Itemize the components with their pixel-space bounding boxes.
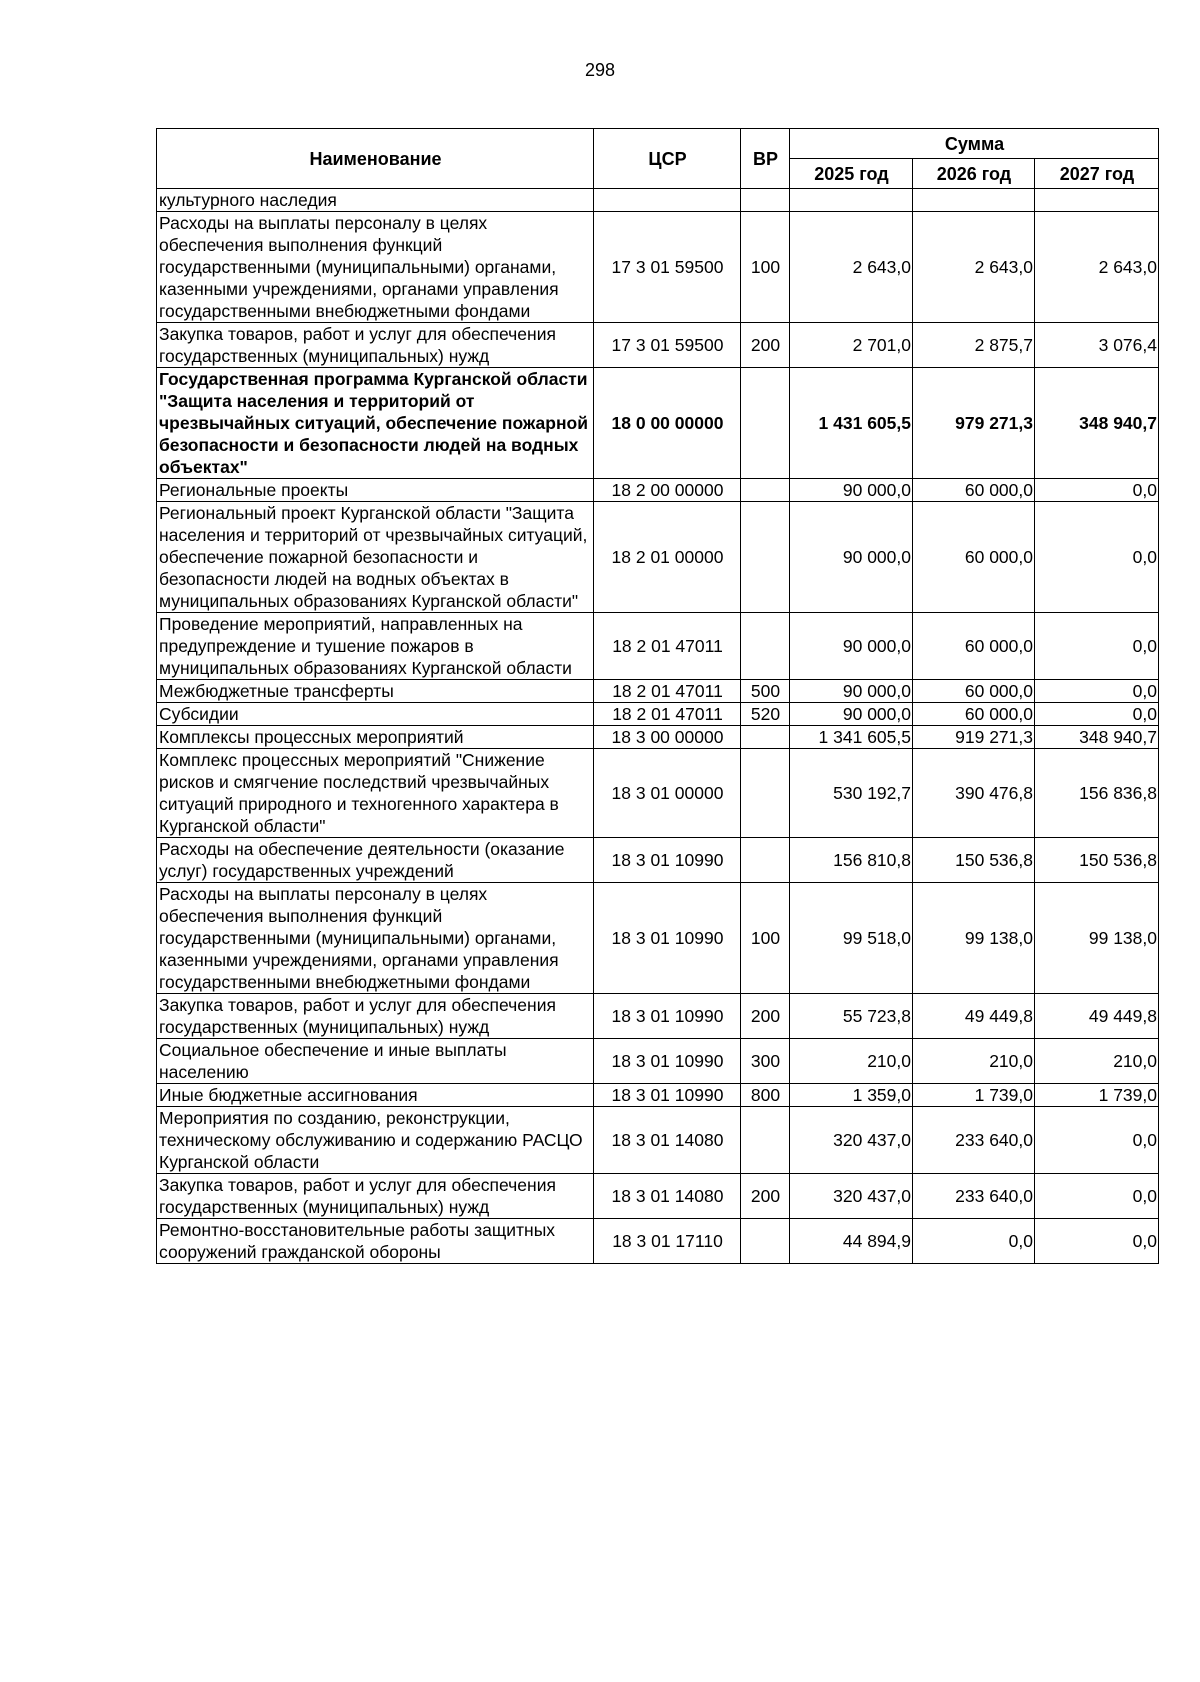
row-2027-cell: 348 940,7 <box>1035 368 1159 479</box>
row-2026-cell: 2 643,0 <box>913 212 1035 323</box>
table-row <box>157 703 1159 726</box>
row-2027-cell: 0,0 <box>1035 613 1159 680</box>
row-2026-cell <box>913 189 1035 212</box>
row-vr-cell <box>741 749 790 838</box>
row-vr-cell <box>741 726 790 749</box>
table-row <box>157 479 1159 502</box>
row-2026-cell: 150 536,8 <box>913 838 1035 883</box>
row-name-cell: Иные бюджетные ассигнования <box>157 1084 594 1107</box>
row-name-cell: Расходы на выплаты персоналу в целях обеспечения выполнения функций государственными (муниципальными) органами, казенными учреждениями, органами управления государственными внебюджетными фондами <box>157 212 594 323</box>
row-csr-cell: 18 3 01 10990 <box>594 1039 741 1084</box>
row-2026-cell: 99 138,0 <box>913 883 1035 994</box>
row-vr-cell: 100 <box>741 212 790 323</box>
row-2026-cell: 210,0 <box>913 1039 1035 1084</box>
row-name-cell: Мероприятия по созданию, реконструкции, техническому обслуживанию и содержанию РАСЦО Курганской области <box>157 1107 594 1174</box>
row-csr-cell: 18 3 01 10990 <box>594 994 741 1039</box>
row-csr-cell: 17 3 01 59500 <box>594 323 741 368</box>
row-csr-cell: 18 3 01 14080 <box>594 1107 741 1174</box>
row-2027-cell: 0,0 <box>1035 1107 1159 1174</box>
header-2025: 2025 год <box>790 159 913 189</box>
table-row <box>157 212 1159 323</box>
row-2026-cell: 60 000,0 <box>913 703 1035 726</box>
header-name: Наименование <box>157 129 594 189</box>
row-vr-cell: 520 <box>741 703 790 726</box>
row-name-cell: Комплекс процессных мероприятий "Снижение рисков и смягчение последствий чрезвычайных ситуаций природного и техногенного характера в Курганской области" <box>157 749 594 838</box>
row-name-cell: Межбюджетные трансферты <box>157 680 594 703</box>
row-2025-cell: 44 894,9 <box>790 1219 913 1264</box>
row-name-cell: Расходы на выплаты персоналу в целях обеспечения выполнения функций государственными (муниципальными) органами, казенными учреждениями, органами управления государственными внебюджетными фондами <box>157 883 594 994</box>
row-csr-cell: 18 2 01 00000 <box>594 502 741 613</box>
row-2026-cell: 979 271,3 <box>913 368 1035 479</box>
row-name-cell: Субсидии <box>157 703 594 726</box>
table-row <box>157 189 1159 212</box>
row-2027-cell: 0,0 <box>1035 502 1159 613</box>
row-2025-cell: 320 437,0 <box>790 1107 913 1174</box>
row-2027-cell: 99 138,0 <box>1035 883 1159 994</box>
row-csr-cell: 18 3 01 10990 <box>594 838 741 883</box>
row-2025-cell: 90 000,0 <box>790 502 913 613</box>
row-2027-cell: 3 076,4 <box>1035 323 1159 368</box>
row-name-cell: Расходы на обеспечение деятельности (оказание услуг) государственных учреждений <box>157 838 594 883</box>
row-2025-cell: 2 643,0 <box>790 212 913 323</box>
row-vr-cell: 200 <box>741 1174 790 1219</box>
row-2026-cell: 60 000,0 <box>913 502 1035 613</box>
row-name-cell: Закупка товаров, работ и услуг для обеспечения государственных (муниципальных) нужд <box>157 994 594 1039</box>
row-2027-cell: 0,0 <box>1035 680 1159 703</box>
row-name-cell: Закупка товаров, работ и услуг для обеспечения государственных (муниципальных) нужд <box>157 323 594 368</box>
row-vr-cell <box>741 368 790 479</box>
table-header <box>157 129 1159 189</box>
row-name-cell: Проведение мероприятий, направленных на предупреждение и тушение пожаров в муниципальных образованиях Курганской области <box>157 613 594 680</box>
row-csr-cell: 18 3 01 00000 <box>594 749 741 838</box>
table-row <box>157 613 1159 680</box>
row-name-cell: Региональный проект Курганской области "Защита населения и территорий от чрезвычайных ситуаций, обеспечение пожарной безопасности и безопасности людей на водных объектах в муниципальных образованиях Курганской области" <box>157 502 594 613</box>
row-2027-cell: 348 940,7 <box>1035 726 1159 749</box>
row-2026-cell: 49 449,8 <box>913 994 1035 1039</box>
row-csr-cell: 18 3 00 00000 <box>594 726 741 749</box>
row-2025-cell: 90 000,0 <box>790 680 913 703</box>
table-row <box>157 680 1159 703</box>
header-csr: ЦСР <box>594 129 741 189</box>
row-2027-cell: 0,0 <box>1035 479 1159 502</box>
row-2025-cell: 210,0 <box>790 1039 913 1084</box>
row-2027-cell: 0,0 <box>1035 1174 1159 1219</box>
row-2025-cell <box>790 189 913 212</box>
row-2027-cell: 150 536,8 <box>1035 838 1159 883</box>
row-2025-cell: 320 437,0 <box>790 1174 913 1219</box>
row-2025-cell: 1 341 605,5 <box>790 726 913 749</box>
row-csr-cell: 18 3 01 17110 <box>594 1219 741 1264</box>
table-row <box>157 1084 1159 1107</box>
row-2026-cell: 233 640,0 <box>913 1107 1035 1174</box>
row-vr-cell <box>741 1219 790 1264</box>
row-2026-cell: 390 476,8 <box>913 749 1035 838</box>
row-name-cell: Государственная программа Курганской области "Защита населения и территорий от чрезвычайных ситуаций, обеспечение пожарной безопасности и безопасности людей на водных объектах" <box>157 368 594 479</box>
row-2026-cell: 60 000,0 <box>913 479 1035 502</box>
row-vr-cell <box>741 838 790 883</box>
row-2025-cell: 90 000,0 <box>790 479 913 502</box>
row-2025-cell: 2 701,0 <box>790 323 913 368</box>
row-csr-cell <box>594 189 741 212</box>
header-vr: ВР <box>741 129 790 189</box>
table-row <box>157 726 1159 749</box>
row-2026-cell: 60 000,0 <box>913 613 1035 680</box>
row-vr-cell <box>741 479 790 502</box>
page-number: 298 <box>584 60 616 80</box>
row-vr-cell <box>741 1107 790 1174</box>
row-2026-cell: 2 875,7 <box>913 323 1035 368</box>
row-2026-cell: 60 000,0 <box>913 680 1035 703</box>
row-csr-cell: 18 2 01 47011 <box>594 703 741 726</box>
row-2025-cell: 55 723,8 <box>790 994 913 1039</box>
row-2025-cell: 156 810,8 <box>790 838 913 883</box>
row-csr-cell: 18 3 01 10990 <box>594 1084 741 1107</box>
row-vr-cell: 500 <box>741 680 790 703</box>
row-vr-cell: 200 <box>741 994 790 1039</box>
row-csr-cell: 18 2 01 47011 <box>594 613 741 680</box>
table-row <box>157 323 1159 368</box>
row-2025-cell: 1 431 605,5 <box>790 368 913 479</box>
row-2025-cell: 530 192,7 <box>790 749 913 838</box>
row-2027-cell: 156 836,8 <box>1035 749 1159 838</box>
table-row <box>157 502 1159 613</box>
row-2026-cell: 0,0 <box>913 1219 1035 1264</box>
row-2026-cell: 233 640,0 <box>913 1174 1035 1219</box>
row-vr-cell: 200 <box>741 323 790 368</box>
table-row <box>157 838 1159 883</box>
budget-table <box>156 128 1159 1264</box>
row-vr-cell <box>741 613 790 680</box>
header-sum: Сумма <box>790 129 1159 159</box>
row-name-cell: Закупка товаров, работ и услуг для обеспечения государственных (муниципальных) нужд <box>157 1174 594 1219</box>
row-vr-cell: 100 <box>741 883 790 994</box>
row-2025-cell: 1 359,0 <box>790 1084 913 1107</box>
row-2027-cell: 2 643,0 <box>1035 212 1159 323</box>
table-body <box>157 189 1159 1264</box>
table-row <box>157 1219 1159 1264</box>
header-2027: 2027 год <box>1035 159 1159 189</box>
row-csr-cell: 18 2 00 00000 <box>594 479 741 502</box>
row-csr-cell: 18 0 00 00000 <box>594 368 741 479</box>
row-name-cell: Социальное обеспечение и иные выплаты населению <box>157 1039 594 1084</box>
row-csr-cell: 18 2 01 47011 <box>594 680 741 703</box>
table-row <box>157 749 1159 838</box>
table-row <box>157 1174 1159 1219</box>
row-name-cell: Комплексы процессных мероприятий <box>157 726 594 749</box>
row-2027-cell <box>1035 189 1159 212</box>
row-2027-cell: 49 449,8 <box>1035 994 1159 1039</box>
row-vr-cell: 300 <box>741 1039 790 1084</box>
row-2027-cell: 0,0 <box>1035 703 1159 726</box>
row-csr-cell: 18 3 01 10990 <box>594 883 741 994</box>
row-csr-cell: 18 3 01 14080 <box>594 1174 741 1219</box>
table-row <box>157 1107 1159 1174</box>
header-2026: 2026 год <box>913 159 1035 189</box>
row-vr-cell <box>741 502 790 613</box>
row-vr-cell <box>741 189 790 212</box>
row-2027-cell: 1 739,0 <box>1035 1084 1159 1107</box>
row-2026-cell: 1 739,0 <box>913 1084 1035 1107</box>
row-name-cell: Ремонтно-восстановительные работы защитных сооружений гражданской обороны <box>157 1219 594 1264</box>
row-2027-cell: 0,0 <box>1035 1219 1159 1264</box>
table-row <box>157 368 1159 479</box>
row-2027-cell: 210,0 <box>1035 1039 1159 1084</box>
table-row <box>157 883 1159 994</box>
row-name-cell: культурного наследия <box>157 189 594 212</box>
row-name-cell: Региональные проекты <box>157 479 594 502</box>
row-csr-cell: 17 3 01 59500 <box>594 212 741 323</box>
table-row <box>157 1039 1159 1084</box>
row-2025-cell: 90 000,0 <box>790 613 913 680</box>
row-2025-cell: 90 000,0 <box>790 703 913 726</box>
row-2026-cell: 919 271,3 <box>913 726 1035 749</box>
table-row <box>157 994 1159 1039</box>
row-2025-cell: 99 518,0 <box>790 883 913 994</box>
row-vr-cell: 800 <box>741 1084 790 1107</box>
